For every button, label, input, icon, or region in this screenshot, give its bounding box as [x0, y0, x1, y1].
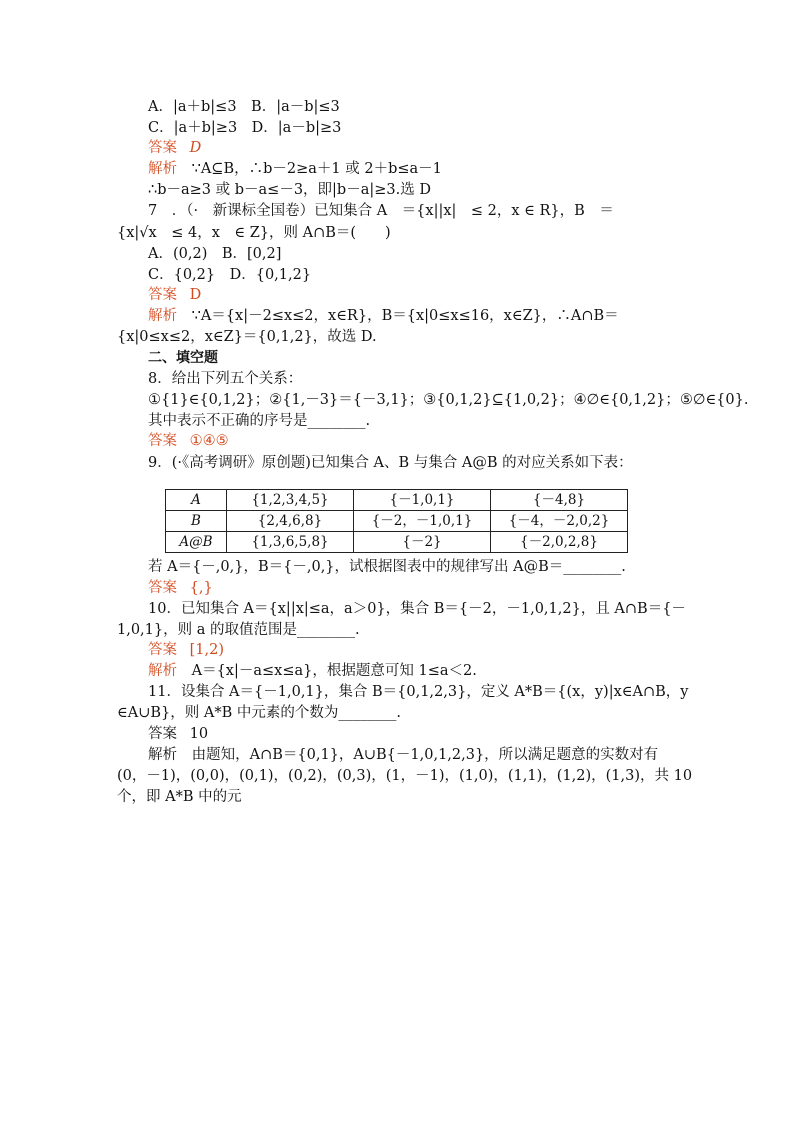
question-7-explanation	[148, 306, 619, 326]
question-10-explanation	[148, 661, 477, 681]
table-cell: B	[166, 511, 227, 532]
table-cell: A	[166, 490, 227, 511]
question-9-answer	[148, 578, 213, 598]
explanation-line	[148, 159, 442, 179]
question-8-line-3: 其中表示不正确的序号是________.	[148, 413, 371, 429]
question-7-line-2: {x|√x ≤ 4，x ∈ Z}，则 A∩B＝( )	[117, 225, 391, 241]
explanation-text: ∵A⊆B，∴b－2≥a＋1 或 2＋b≤a－1	[191, 161, 442, 177]
question-11-answer	[148, 724, 208, 744]
question-7-line-1: 7 ．（· 新课标全国卷）已知集合 A ＝{x||x| ≤ 2，x ∈ R}，B ＝	[148, 203, 614, 219]
answer-value: ①④⑤	[189, 433, 229, 449]
answer-value: [1,2)	[189, 642, 224, 658]
question-11-line-1: 11．设集合 A＝{－1,0,1}，集合 B＝{0,1,2,3}，定义 A*B＝{(x，y)|x∈A∩B，y	[148, 684, 689, 700]
question-10-line-2: 1,0,1}，则 a 的取值范围是________.	[117, 622, 360, 638]
table-cell: {－2，－1,0,1}	[354, 511, 491, 532]
table-cell: {－4，－2,0,2}	[491, 511, 628, 532]
answer-value: D	[189, 140, 202, 156]
answer-tag: 答案	[148, 287, 177, 303]
question-11-explanation-3: 个，即 A*B 中的元	[117, 789, 242, 805]
question-9-line-2: 若 A＝{－,0,}，B＝{－,0,}，试根据图表中的规律写出 A@B＝________.	[148, 559, 626, 575]
table-row	[166, 490, 628, 511]
table-row	[166, 511, 628, 532]
section-heading: 二、填空题	[148, 350, 218, 366]
answer-tag: 答案	[148, 726, 177, 742]
table-cell: {2,4,6,8}	[227, 511, 354, 532]
explanation-tag: 解析	[148, 308, 177, 324]
table-row	[166, 532, 628, 553]
answer-value: 10	[189, 726, 209, 742]
question-10-line-1: 10．已知集合 A＝{x||x|≤a，a＞0}，集合 B＝{－2，－1,0,1,2}，且 A∩B＝{－	[148, 601, 686, 617]
explanation-tag: 解析	[148, 747, 177, 763]
question-11-line-2: ∈A∪B}，则 A*B 中元素的个数为________.	[117, 705, 401, 721]
question-7-options-cd: C．{0,2} D．{0,1,2}	[148, 267, 312, 283]
table-cell: {1,2,3,4,5}	[227, 490, 354, 511]
explanation-tag: 解析	[148, 663, 177, 679]
explanation-text: ∵A＝{x|－2≤x≤2，x∈R}，B＝{x|0≤x≤16，x∈Z}，∴A∩B＝	[191, 308, 619, 324]
table-cell: A@B	[166, 532, 227, 553]
table-cell: {－4,8}	[491, 490, 628, 511]
answer-tag: 答案	[148, 433, 177, 449]
table-cell: {－1,0,1}	[354, 490, 491, 511]
question-10-answer	[148, 640, 224, 660]
answer-value: {,}	[189, 580, 213, 596]
option-line-cd: C．|a＋b|≥3 D．|a－b|≥3	[148, 120, 342, 136]
question-7-options-ab: A．(0,2) B．[0,2]	[148, 246, 282, 262]
explanation-text: 由题知，A∩B＝{0,1}，A∪B{－1,0,1,2,3}，所以满足题意的实数对有	[191, 747, 659, 763]
explanation-tag: 解析	[148, 161, 177, 177]
answer-tag: 答案	[148, 580, 177, 596]
question-9-line-1: 9．(·《高考调研》原创题)已知集合 A、B 与集合 A@B 的对应关系如下表：	[148, 455, 633, 471]
question-11-explanation-2: (0，－1)，(0,0)，(0,1)，(0,2)，(0,3)，(1，－1)，(1,0)，(1,1)，(1,2)，(1,3)，共 10	[117, 768, 693, 784]
table-cell: {－2,0,2,8}	[491, 532, 628, 553]
answer-line	[148, 138, 201, 158]
table-cell: {1,3,6,5,8}	[227, 532, 354, 553]
answer-value: D	[189, 287, 202, 303]
question-7-explanation-2: {x|0≤x≤2，x∈Z}＝{0,1,2}，故选 D.	[117, 329, 377, 345]
option-line-ab: A．|a＋b|≤3 B．|a－b|≤3	[148, 99, 340, 115]
explanation-line-2: ∴b－a≥3 或 b－a≤－3，即|b－a|≥3.选 D	[148, 182, 431, 198]
question-7-answer	[148, 285, 201, 305]
answer-tag: 答案	[148, 140, 177, 156]
mapping-table	[165, 489, 628, 553]
table-cell: {－2}	[354, 532, 491, 553]
question-11-explanation	[148, 745, 658, 765]
question-8-answer	[148, 431, 229, 451]
answer-tag: 答案	[148, 642, 177, 658]
question-8-line-2: ①{1}∈{0,1,2}；②{1,－3}＝{－3,1}；③{0,1,2}⊆{1,0,2}；④∅∈{0,1,2}；⑤∅∈{0}.	[148, 392, 749, 408]
question-8-line-1: 8．给出下列五个关系：	[148, 371, 303, 387]
explanation-text: A＝{x|－a≤x≤a}，根据题意可知 1≤a＜2.	[191, 663, 477, 679]
